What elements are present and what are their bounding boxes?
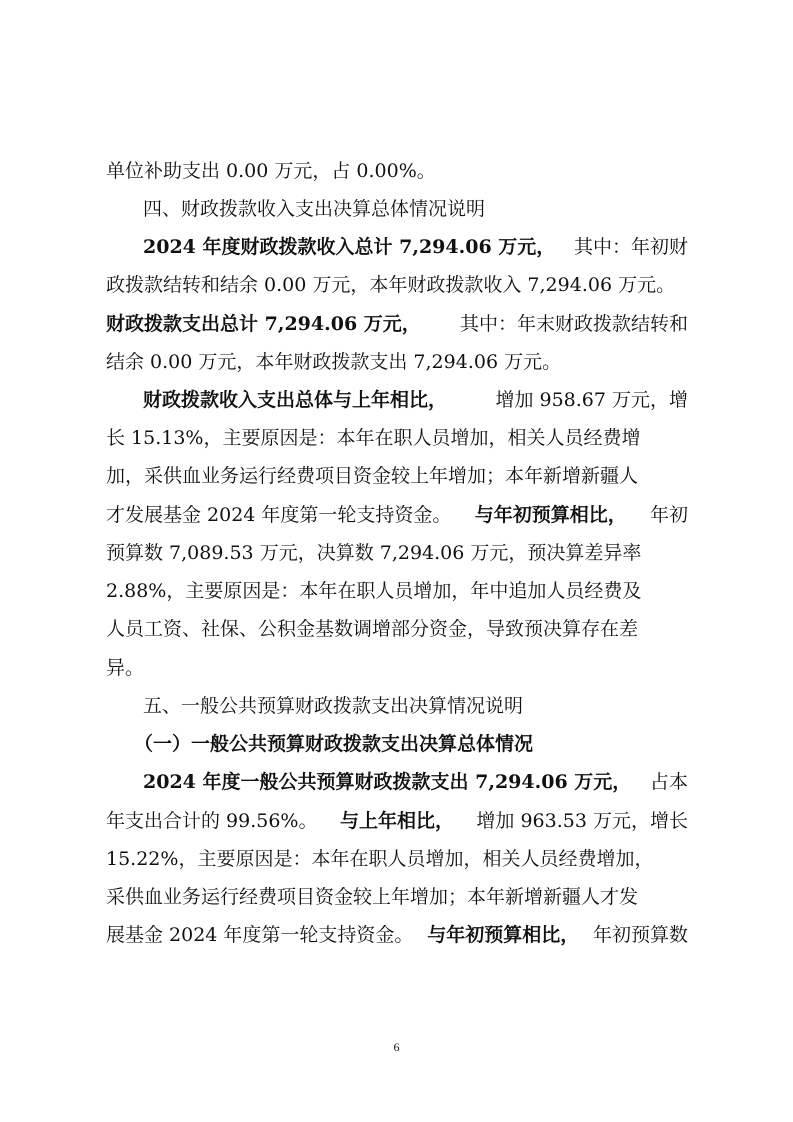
- paragraph-line-10: 才发展基金 2024 年度第一轮支持资金。 与年初预算相比， 年初: [106, 504, 688, 526]
- paragraph-line-11: 预算数 7,089.53 万元，决算数 7,294.06 万元，预决算差异率: [106, 542, 642, 564]
- paragraph-line-17: 2024 年度一般公共预算财政拨款支出 7,294.06 万元， 占本: [143, 771, 688, 793]
- paragraph-line-1: 单位补助支出 0.00 万元，占 0.00%。: [106, 160, 436, 182]
- paragraph-line-19: 15.22%，主要原因是：本年在职人员增加，相关人员经费增加，: [106, 848, 654, 870]
- paragraph-line-5: 财政拨款支出总计 7,294.06 万元， 其中：年末财政拨款结转和: [106, 313, 688, 335]
- subsection-heading-1: （一）一般公共预算财政拨款支出决算总体情况: [134, 733, 534, 755]
- paragraph-line-9: 加，采供血业务运行经费项目资金较上年增加；本年新增新疆人: [106, 465, 639, 487]
- paragraph-line-20: 采供血业务运行经费项目资金较上年增加；本年新增新疆人才发: [106, 886, 639, 908]
- paragraph-line-13: 人员工资、社保、公积金基数调增部分资金，导致预决算存在差: [106, 618, 639, 640]
- paragraph-line-21: 展基金 2024 年度第一轮支持资金。 与年初预算相比， 年初预算数: [106, 924, 688, 946]
- paragraph-line-3: 2024 年度财政拨款收入总计 7,294.06 万元， 其中：年初财: [143, 236, 688, 258]
- section-heading-5: 五、一般公共预算财政拨款支出决算情况说明: [143, 695, 524, 717]
- paragraph-line-4: 政拨款结转和结余 0.00 万元，本年财政拨款收入 7,294.06 万元。: [106, 274, 676, 296]
- paragraph-line-12: 2.88%，主要原因是：本年在职人员增加，年中追加人员经费及: [106, 580, 642, 602]
- paragraph-line-14: 异。: [106, 657, 145, 679]
- paragraph-line-18: 年支出合计的 99.56%。 与上年相比， 增加 963.53 万元，增长: [106, 810, 688, 832]
- paragraph-line-6: 结余 0.00 万元，本年财政拨款支出 7,294.06 万元。: [106, 351, 562, 373]
- paragraph-line-8: 长 15.13%，主要原因是：本年在职人员增加，相关人员经费增: [106, 427, 641, 449]
- section-heading-4: 四、财政拨款收入支出决算总体情况说明: [143, 198, 486, 220]
- page-number: 6: [393, 1040, 400, 1054]
- paragraph-line-7: 财政拨款收入支出总体与上年相比， 增加 958.67 万元，增: [143, 389, 688, 411]
